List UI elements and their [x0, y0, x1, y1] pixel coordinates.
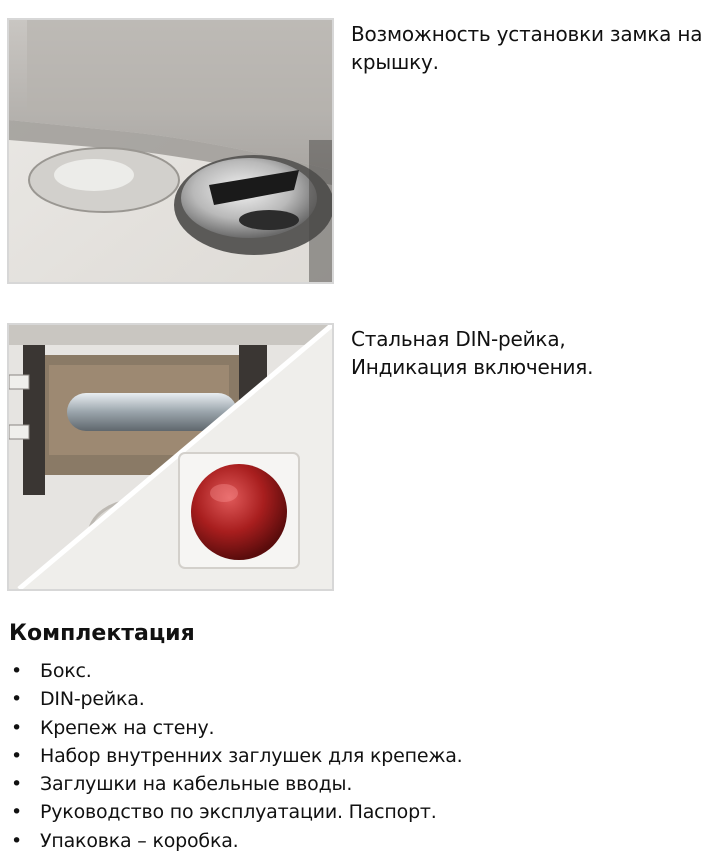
bullet-icon: • [11, 773, 23, 796]
bullet-icon: • [11, 716, 23, 739]
kit-list [9, 657, 463, 855]
list-item-text: Руководство по эксплуатации. Паспорт. [40, 801, 437, 824]
bullet-icon: • [11, 688, 23, 711]
lock-photo [7, 18, 334, 284]
list-item-text: Набор внутренних заглушек для крепежа. [40, 744, 463, 767]
list-item [9, 770, 463, 798]
list-item [9, 798, 463, 826]
bullet-icon: • [11, 829, 23, 852]
list-item-text: DIN-рейка. [40, 688, 145, 711]
list-item [9, 742, 463, 770]
lock-feature-caption [351, 20, 706, 76]
kit-heading: Комплектация [9, 621, 195, 646]
bullet-icon: • [11, 744, 23, 767]
caption-line: Индикация включения. [351, 355, 594, 379]
list-item-text: Крепеж на стену. [40, 716, 215, 739]
caption-line: крышку. [351, 50, 439, 74]
list-item-text: Бокс. [40, 660, 92, 682]
din-feature-caption [351, 325, 706, 381]
caption-line: Стальная DIN-рейка, [351, 327, 566, 351]
list-item-text: Заглушки на кабельные вводы. [40, 773, 353, 796]
din-rail-illustration [9, 325, 332, 589]
bullet-icon: • [11, 801, 23, 824]
list-item [9, 685, 463, 713]
caption-line: Возможность установки замка на [351, 22, 703, 46]
list-item [9, 714, 463, 742]
list-item [9, 657, 463, 685]
list-item [9, 827, 463, 855]
list-item-text: Упаковка – коробка. [40, 829, 239, 852]
bullet-icon: • [11, 660, 23, 682]
lock-illustration [9, 20, 332, 282]
din-rail-indicator-photo [7, 323, 334, 591]
